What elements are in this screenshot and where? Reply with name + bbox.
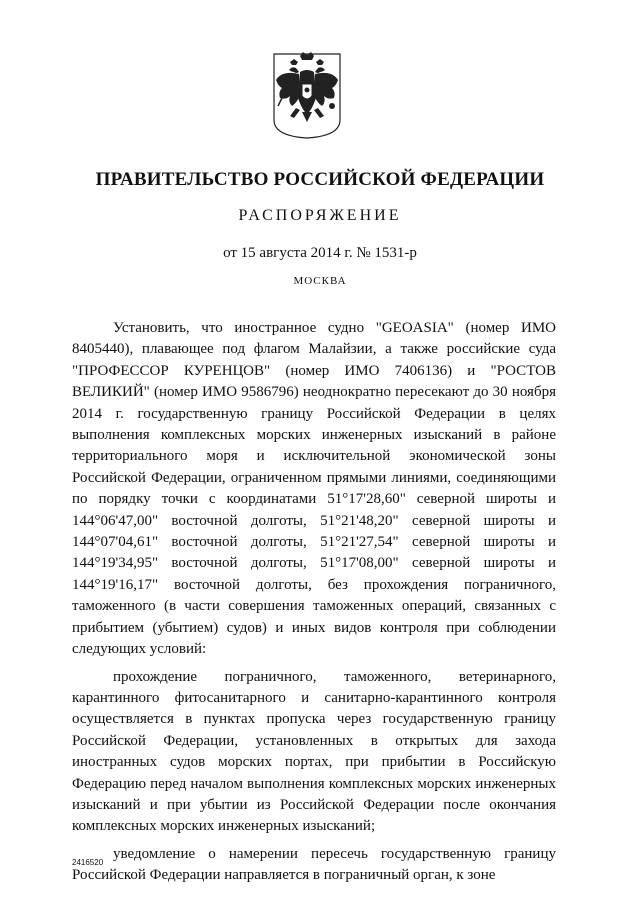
- document-type: РАСПОРЯЖЕНИЕ: [238, 207, 402, 224]
- body-paragraph: уведомление о намерении пересечь государственную границу Российской Федерации направляется в пограничный орган, к зоне: [72, 845, 556, 884]
- coat-of-arms-icon: [272, 50, 342, 140]
- document-code: 2416520: [72, 858, 104, 867]
- document-city: МОСКВА: [293, 275, 347, 287]
- government-title: ПРАВИТЕЛЬСТВО РОССИЙСКОЙ ФЕДЕРАЦИИ: [95, 169, 545, 190]
- document-date-number: от 15 августа 2014 г. № 1531-р: [223, 245, 417, 261]
- body-paragraph: прохождение пограничного, таможенного, ветеринарного, карантинного фитосанитарного и санитарно-карантинного контроля осуществляется в пунктах пропуска через государственную границу Российской Федерации, установленных в открытых для захода иностранных судов морских портах, при прибытии в Российскую Федерацию перед началом выполнения комплексных морских инженерных изысканий и при убытии из Российской Федерации после окончания комплексных морских инженерных изысканий;: [72, 668, 556, 835]
- body-paragraph: Установить, что иностранное судно "GEOASIA" (номер ИМО 8405440), плавающее под флагом Малайзии, а также российские суда "ПРОФЕССОР КУРЕНЦОВ" (номер ИМО 7406136) и "РОСТОВ ВЕЛИКИЙ" (номер ИМО 9586796) неоднократно пересекают до 30 ноября 2014 г. государственную границу Российской Федерации в целях выполнения комплексных морских инженерных изысканий в районе территориального моря и исключительной экономической зоны Российской Федерации, ограниченном прямыми линиями, соединяющими по порядку точки с координатами 51°17'28,60" северной широты и 144°06'47,00" восточной долготы, 51°21'48,20" северной широты и 144°07'04,61" восточной долготы, 51°21'27,54" северной широты и 144°19'34,95" восточной долготы, 51°17'08,00" северной широты и 144°19'16,17" восточной долготы, без прохождения пограничного, таможенного (в части совершения таможенных операций, связанных с прибытием (убытием) судов) и иных видов контроля при соблюдении следующих условий:: [72, 320, 556, 658]
- document-body: [72, 318, 556, 887]
